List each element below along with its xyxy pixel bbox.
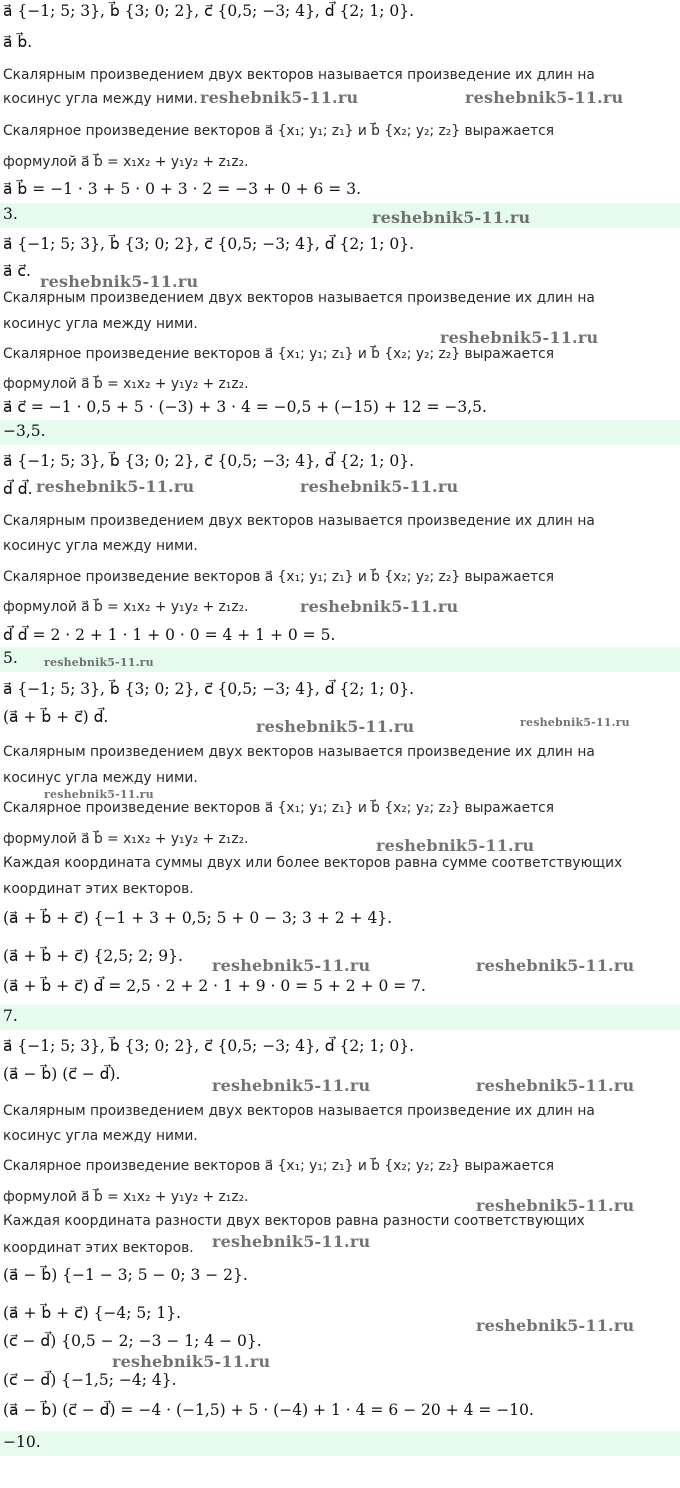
calculation: (a⃗ + b⃗ + c⃗) d⃗ = 2,5 · 2 + 2 · 1 + 9 · 0 = 5 + 2 + 0 = 7. (3, 977, 426, 995)
coordinate-step-2: (a⃗ + b⃗ + c⃗) {2,5; 2; 9}. (3, 947, 183, 965)
rule-line-2: координат этих векторов. (3, 881, 194, 897)
formula-line-1: Скалярное произведение векторов a⃗ {x₁; y₁; z₁} и b⃗ {x₂; y₂; z₂} выражается (3, 1158, 555, 1174)
task-expression: a⃗ b⃗. (3, 33, 33, 51)
formula-line-1: Скалярное произведение векторов a⃗ {x₁; y₁; z₁} и b⃗ {x₂; y₂; z₂} выражается (3, 346, 555, 362)
formula-line-2: формулой a⃗ b⃗ = x₁x₂ + y₁y₂ + z₁z₂. (3, 831, 249, 847)
watermark: reshebnik5-11.ru (212, 1232, 371, 1251)
watermark: reshebnik5-11.ru (476, 1196, 635, 1215)
rule-line-2: координат этих векторов. (3, 1240, 194, 1256)
definition-line-2: косинус угла между ними. (3, 1128, 198, 1144)
definition-line-1: Скалярным произведением двух векторов называется произведение их длин на (3, 290, 595, 306)
definition-line-1: Скалярным произведением двух векторов называется произведение их длин на (3, 513, 595, 529)
definition-line-2: косинус угла между ними. (3, 770, 198, 786)
task-expression: d⃗ d⃗. (3, 480, 33, 498)
definition-line-2: косинус угла между ними. (3, 538, 198, 554)
formula-line-2: формулой a⃗ b⃗ = x₁x₂ + y₁y₂ + z₁z₂. (3, 376, 249, 392)
watermark: reshebnik5-11.ru (465, 88, 624, 107)
given-vectors: a⃗ {−1; 5; 3}, b⃗ {3; 0; 2}, c⃗ {0,5; −3; 4}, d⃗ {2; 1; 0}. (3, 1037, 415, 1055)
task-expression: a⃗ c⃗. (3, 262, 31, 280)
watermark: reshebnik5-11.ru (520, 716, 630, 729)
given-vectors: a⃗ {−1; 5; 3}, b⃗ {3; 0; 2}, c⃗ {0,5; −3; 4}, d⃗ {2; 1; 0}. (3, 680, 415, 698)
given-vectors: a⃗ {−1; 5; 3}, b⃗ {3; 0; 2}, c⃗ {0,5; −3; 4}, d⃗ {2; 1; 0}. (3, 235, 415, 253)
given-vectors: a⃗ {−1; 5; 3}, b⃗ {3; 0; 2}, c⃗ {0,5; −3; 4}, d⃗ {2; 1; 0}. (3, 2, 415, 20)
watermark: reshebnik5-11.ru (44, 656, 154, 669)
given-vectors: a⃗ {−1; 5; 3}, b⃗ {3; 0; 2}, c⃗ {0,5; −3; 4}, d⃗ {2; 1; 0}. (3, 452, 415, 470)
answer-row (0, 1005, 680, 1030)
definition-line-1: Скалярным произведением двух векторов называется произведение их длин на (3, 67, 595, 83)
answer-value: 5. (3, 649, 18, 667)
rule-line-1: Каждая координата разности двух векторов равна разности соответствующих (3, 1213, 585, 1229)
task-expression: (a⃗ − b⃗) (c⃗ − d⃗). (3, 1065, 121, 1083)
answer-value: 7. (3, 1007, 18, 1025)
calculation: (a⃗ − b⃗) (c⃗ − d⃗) = −4 · (−1,5) + 5 · (−4) + 1 · 4 = 6 − 20 + 4 = −10. (3, 1401, 534, 1419)
watermark: reshebnik5-11.ru (476, 1076, 635, 1095)
watermark: reshebnik5-11.ru (476, 1316, 635, 1335)
definition-line-1: Скалярным произведением двух векторов называется произведение их длин на (3, 744, 595, 760)
calculation: a⃗ b⃗ = −1 · 3 + 5 · 0 + 3 · 2 = −3 + 0 + 6 = 3. (3, 180, 362, 198)
formula-line-2: формулой a⃗ b⃗ = x₁x₂ + y₁y₂ + z₁z₂. (3, 1189, 249, 1205)
watermark: reshebnik5-11.ru (212, 1076, 371, 1095)
formula-line-1: Скалярное произведение векторов a⃗ {x₁; y₁; z₁} и b⃗ {x₂; y₂; z₂} выражается (3, 800, 555, 816)
watermark: reshebnik5-11.ru (40, 272, 199, 291)
formula-line-1: Скалярное произведение векторов a⃗ {x₁; y₁; z₁} и b⃗ {x₂; y₂; z₂} выражается (3, 569, 555, 585)
watermark: reshebnik5-11.ru (200, 88, 359, 107)
coordinate-step-1: (a⃗ + b⃗ + c⃗) {−1 + 3 + 0,5; 5 + 0 − 3; 3 + 2 + 4}. (3, 909, 393, 927)
definition-line-1: Скалярным произведением двух векторов называется произведение их длин на (3, 1103, 595, 1119)
watermark: reshebnik5-11.ru (36, 477, 195, 496)
watermark: reshebnik5-11.ru (376, 836, 535, 855)
answer-value: −3,5. (3, 422, 46, 440)
coordinate-step-3: (c⃗ − d⃗) {0,5 − 2; −3 − 1; 4 − 0}. (3, 1332, 262, 1350)
answer-value: −10. (3, 1433, 41, 1451)
coordinate-step-2: (a⃗ + b⃗ + c⃗) {−4; 5; 1}. (3, 1304, 182, 1322)
watermark: reshebnik5-11.ru (440, 328, 599, 347)
rule-line-1: Каждая координата суммы двух или более векторов равна сумме соответствующих (3, 855, 623, 871)
definition-line-2: косинус угла между ними. (3, 91, 198, 107)
formula-line-1: Скалярное произведение векторов a⃗ {x₁; y₁; z₁} и b⃗ {x₂; y₂; z₂} выражается (3, 123, 555, 139)
coordinate-step-1: (a⃗ − b⃗) {−1 − 3; 5 − 0; 3 − 2}. (3, 1266, 248, 1284)
formula-line-2: формулой a⃗ b⃗ = x₁x₂ + y₁y₂ + z₁z₂. (3, 154, 249, 170)
answer-row (0, 1431, 680, 1456)
definition-line-2: косинус угла между ними. (3, 316, 198, 332)
calculation: d⃗ d⃗ = 2 · 2 + 1 · 1 + 0 · 0 = 4 + 1 + 0 = 5. (3, 626, 336, 644)
task-expression: (a⃗ + b⃗ + c⃗) d⃗. (3, 708, 109, 726)
watermark: reshebnik5-11.ru (212, 956, 371, 975)
watermark: reshebnik5-11.ru (300, 477, 459, 496)
watermark: reshebnik5-11.ru (300, 597, 459, 616)
watermark: reshebnik5-11.ru (372, 208, 531, 227)
watermark: reshebnik5-11.ru (112, 1352, 271, 1371)
watermark: reshebnik5-11.ru (256, 717, 415, 736)
watermark: reshebnik5-11.ru (44, 788, 154, 801)
watermark: reshebnik5-11.ru (476, 956, 635, 975)
formula-line-2: формулой a⃗ b⃗ = x₁x₂ + y₁y₂ + z₁z₂. (3, 599, 249, 615)
answer-value: 3. (3, 205, 18, 223)
answer-row (0, 203, 680, 228)
coordinate-step-4: (c⃗ − d⃗) {−1,5; −4; 4}. (3, 1371, 177, 1389)
calculation: a⃗ c⃗ = −1 · 0,5 + 5 · (−3) + 3 · 4 = −0,5 + (−15) + 12 = −3,5. (3, 398, 487, 416)
answer-row (0, 420, 680, 445)
